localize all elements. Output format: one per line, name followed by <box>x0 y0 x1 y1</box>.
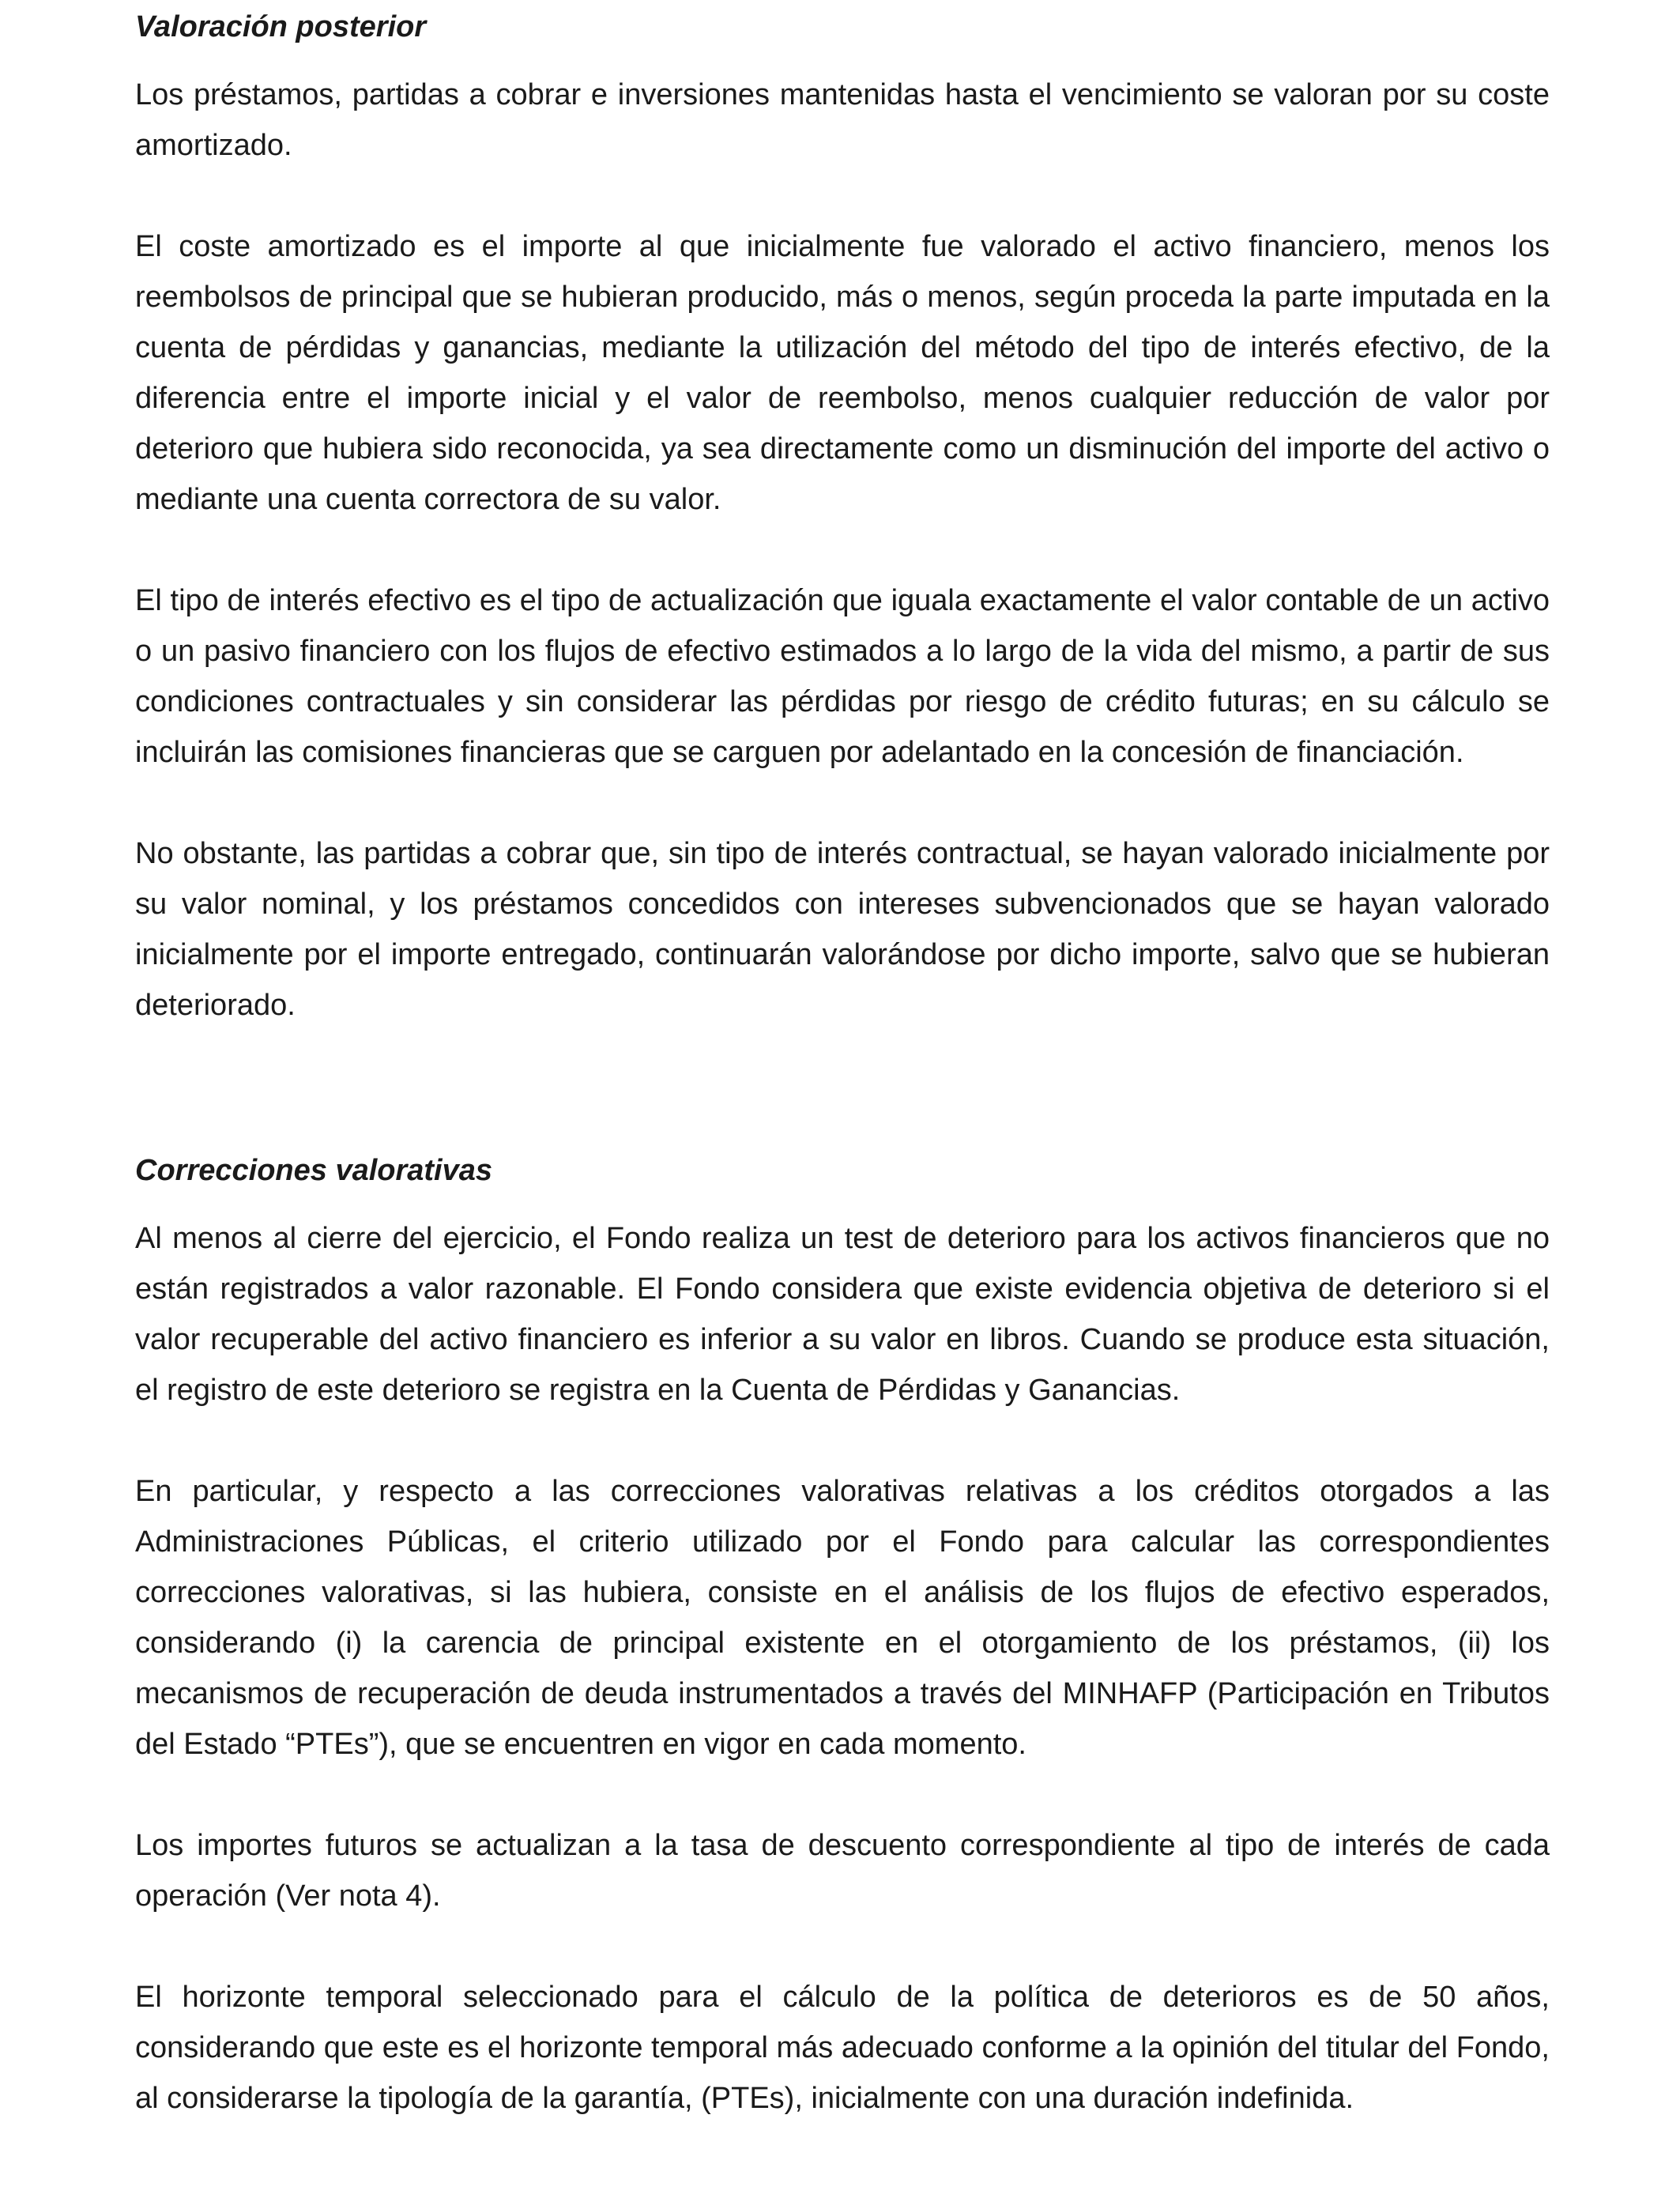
section-heading: Correcciones valorativas <box>135 1154 493 1187</box>
paragraph: El horizonte temporal seleccionado para el cálculo de la política de deterioros es de 50 años, considerando que este es el horizonte temporal más adecuado conforme a la opinión del titular del Fondo, al considerarse la tipología de la garantía, (PTEs), inicialmente con una duración indefinida. <box>135 1981 1550 2115</box>
paragraph: Los importes futuros se actualizan a la tasa de descuento correspondiente al tipo de interés de cada operación (Ver nota 4). <box>135 1829 1550 1913</box>
paragraph: Los préstamos, partidas a cobrar e inversiones mantenidas hasta el vencimiento se valoran por su coste amortizado. <box>135 78 1550 162</box>
paragraph: El tipo de interés efectivo es el tipo de actualización que iguala exactamente el valor contable de un activo o un pasivo financiero con los flujos de efectivo estimados a lo largo de la vida del mismo, a partir de sus condiciones contractuales y sin considerar las pérdidas por riesgo de crédito futuras; en su cálculo se incluirán las comisiones financieras que se carguen por adelantado en la concesión de financiación. <box>135 584 1550 769</box>
section-heading: Valoración posterior <box>135 10 427 43</box>
section-valoracion-posterior <box>135 2 1550 1031</box>
paragraph: El coste amortizado es el importe al que inicialmente fue valorado el activo financiero, menos los reembolsos de principal que se hubieran producido, más o menos, según proceda la parte imputada en la cuenta de pérdidas y ganancias, mediante la utilización del método del tipo de interés efectivo, de la diferencia entre el importe inicial y el valor de reembolso, menos cualquier reducción de valor por deterioro que hubiera sido reconocida, ya sea directamente como un disminución del importe del activo o mediante una cuenta correctora de su valor. <box>135 230 1550 516</box>
paragraph: En particular, y respecto a las correcciones valorativas relativas a los créditos otorgados a las Administraciones Públicas, el criterio utilizado por el Fondo para calcular las correspondientes correcciones valorativas, si las hubiera, consiste en el análisis de los flujos de efectivo esperados, considerando (i) la carencia de principal existente en el otorgamiento de los préstamos, (ii) los mecanismos de recuperación de deuda instrumentados a través del MINHAFP (Participación en Tributos del Estado “PTEs”), que se encuentren en vigor en cada momento. <box>135 1475 1550 1761</box>
paragraph: No obstante, las partidas a cobrar que, sin tipo de interés contractual, se hayan valorado inicialmente por su valor nominal, y los préstamos concedidos con intereses subvencionados que se hayan valorado inicialmente por el importe entregado, continuarán valorándose por dicho importe, salvo que se hubieran deteriorado. <box>135 837 1550 1022</box>
section-correcciones-valorativas <box>135 1145 1550 2124</box>
paragraph: Al menos al cierre del ejercicio, el Fondo realiza un test de deterioro para los activos financieros que no están registrados a valor razonable. El Fondo considera que existe evidencia objetiva de deterioro si el valor recuperable del activo financiero es inferior a su valor en libros. Cuando se produce esta situación, el registro de este deterioro se registra en la Cuenta de Pérdidas y Ganancias. <box>135 1222 1550 1407</box>
